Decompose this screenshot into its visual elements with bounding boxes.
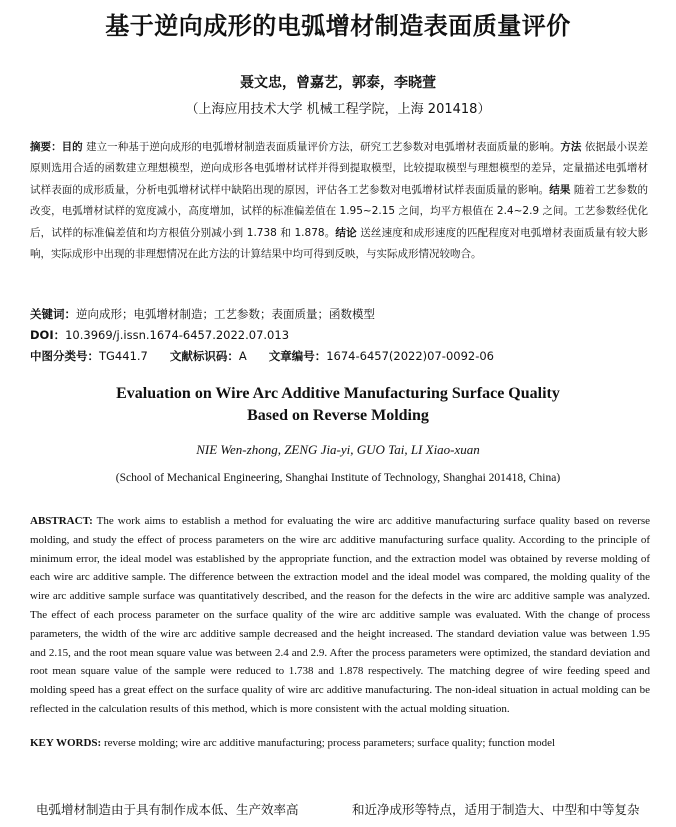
body-text-right-column: 和近净成形等特点，适用于制造大、中型和中等复杂 (352, 802, 640, 817)
keywords-en-label: KEY WORDS: (30, 737, 102, 749)
result-label: 结果 (549, 183, 571, 196)
paper-title-en (0, 383, 676, 427)
authors-cn: 聂文忠，曾嘉艺，郭泰，李晓萱 (240, 75, 436, 91)
doi-label: DOI： (30, 328, 66, 342)
conclusion-text: 送丝速度和成形速度的匹配程度对电弧增材表面质量有较大影响，实际成形中出现的非理想情况在此方法的计算结果中均可得到反映，与实际成形情况较吻合。 (30, 226, 648, 261)
abstract-cn (30, 137, 648, 265)
abstract-en (30, 512, 650, 719)
keywords-cn-text: 逆向成形；电弧增材制造；工艺参数；表面质量；函数模型 (76, 307, 375, 321)
abstract-cn-label: 摘要： (30, 141, 62, 153)
keywords-cn-label: 关键词： (30, 307, 76, 321)
method-label: 方法 (560, 141, 582, 153)
method-text: 依据最小误差原则选用合适的函数建立理想模型，逆向成形各电弧增材试样并得到提取模型，比较提取模型与理想模型的差异，定量描述电弧增材试样表面的成形质量，分析电弧增材试样中缺陷出现的原因，评估各工艺参数对电弧增材试样表面质量的影响。 (30, 141, 649, 196)
clc-value: TG441.7 (99, 349, 148, 363)
conclusion-label: 结论 (335, 226, 357, 239)
doc-code-label: 文献标识码： (169, 349, 239, 363)
result-text: 随着工艺参数的改变，电弧增材试样的宽度减小，高度增加，试样的标准偏差值在 1.95~2.15 之间，均平方根值在 2.4~2.9 之间。工艺参数经优化后，试样的标准偏差值和均方根值分别减小到 1.738 和 1.878。 (30, 183, 649, 239)
keywords-en-text: reverse molding; wire arc additive manufacturing; process parameters; surface quality; function model (101, 737, 556, 749)
objective-label: 目的 (61, 141, 83, 153)
article-no-label: 文章编号： (268, 349, 327, 363)
abstract-en-label: ABSTRACT: (30, 515, 93, 527)
doc-code-value: A (238, 349, 247, 363)
doi (30, 327, 289, 343)
classification-line (30, 348, 494, 364)
objective-text: 建立一种基于逆向成形的电弧增材制造表面质量评价方法，研究工艺参数对电弧增材表面质量的影响。 (82, 141, 561, 153)
doi-link[interactable]: 10.3969/j.issn.1674-6457.2022.07.013 (65, 328, 290, 342)
paper-title-en-line1: Evaluation on Wire Arc Additive Manufacturing Surface Quality (116, 385, 560, 402)
authors-en: NIE Wen-zhong, ZENG Jia-yi, GUO Tai, LI Xiao-xuan (196, 442, 480, 457)
abstract-en-text: The work aims to establish a method for evaluating the wire arc additive manufacturing surface quality based on reverse molding, and study the effect of process parameters on the wire arc additive manufacturing surface quality. According to the principle of minimum error, the ideal model was established by the appropriate function, and the extraction model was obtained by reverse molding of each wire arc additive sample. The difference between the extraction model and the ideal model was compared, the molding quality of the wire arc additive sample surface was quantitatively described, and the reason for the defects in the wire arc additive sample was analyzed. The effect of each process parameter on the surface quality of the wire arc additive sample was evaluated. With the change of process parameters, the width of the wire arc additive sample decreased and the height increased. The standard deviation value was between 1.95 and 2.15, and the root mean square value was between 2.4 and 2.9. After the process parameters were optimized, the standard deviation and root mean square value of the sample were reduced to 1.738 and 1.878 respectively. The matching degree of wire feeding speed and molding speed has a great effect on the surface quality of wire arc additive manufacturing. The non-ideal situation in actual molding can be reflected in the calculation results of this method, which is more consistent with the actual molding situation. (30, 515, 650, 715)
affiliation-cn: （上海应用技术大学 机械工程学院，上海 201418） (185, 102, 491, 117)
clc-label: 中图分类号： (30, 349, 99, 363)
affiliation-en: (School of Mechanical Engineering, Shanghai Institute of Technology, Shanghai 201418, China) (115, 472, 561, 484)
paper-title-cn: 基于逆向成形的电弧增材制造表面质量评价 (105, 12, 571, 40)
keywords-cn (30, 306, 375, 322)
paper-title-en-line2: Based on Reverse Molding (247, 407, 429, 424)
body-text-left-column: 电弧增材制造由于具有制作成本低、生产效率高 (36, 802, 299, 817)
article-no-value: 1674-6457(2022)07-0092-06 (326, 349, 494, 363)
keywords-en (30, 737, 650, 749)
